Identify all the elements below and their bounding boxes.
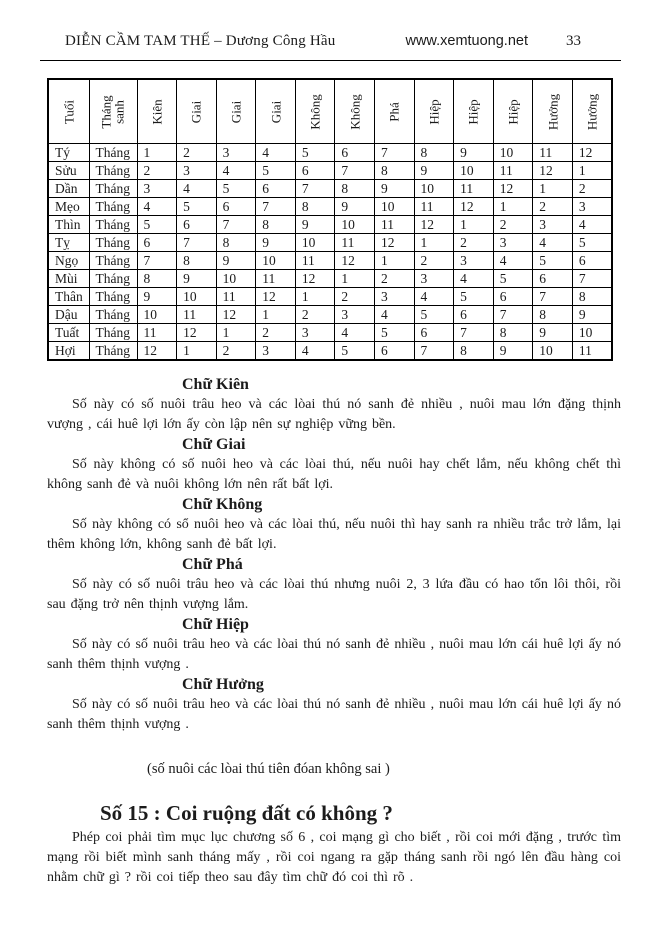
month-value: 6 bbox=[256, 180, 296, 198]
month-value: 4 bbox=[137, 198, 177, 216]
month-value: 9 bbox=[414, 162, 454, 180]
month-value: 4 bbox=[295, 342, 335, 361]
month-value: 7 bbox=[572, 270, 612, 288]
month-value: 8 bbox=[454, 342, 494, 361]
month-value: 3 bbox=[374, 288, 414, 306]
zodiac-label: Dậu bbox=[48, 306, 89, 324]
month-value: 12 bbox=[216, 306, 256, 324]
month-value: 8 bbox=[414, 144, 454, 162]
column-header-3: Kiên bbox=[137, 79, 177, 144]
section-so-15 bbox=[47, 800, 621, 888]
month-value: 12 bbox=[374, 234, 414, 252]
table-row bbox=[48, 306, 612, 324]
website-url: www.xemtuong.net bbox=[405, 33, 528, 49]
month-value: 3 bbox=[454, 252, 494, 270]
zodiac-label: Mẹo bbox=[48, 198, 89, 216]
section-15-body: Phép coi phải tìm mục lục chương số 6 , coi mạng gì cho biết , rồi coi mới đặng , trước tìm mạng rồi biết mình sanh tháng mấy , rồi coi ngang ra gặp tháng sanh rồi ngó lên đầu hàng coi nhằm chữ gì ? rồi coi tiếp theo sau đây tìm chữ đó coi thì rõ . bbox=[47, 830, 621, 885]
book-title: DIỄN CẦM TAM THẾ – Dương Công Hầu bbox=[65, 33, 336, 49]
month-label: Tháng bbox=[89, 252, 137, 270]
month-value: 1 bbox=[177, 342, 217, 361]
month-table bbox=[47, 78, 613, 361]
month-value: 10 bbox=[335, 216, 375, 234]
month-value: 8 bbox=[295, 198, 335, 216]
section-body: Số này có số nuôi trâu heo và các lòai thú nó sanh đẻ nhiều , nuôi mau lớn cái huê lợi ấy nó sanh thêm thịnh vượng . bbox=[47, 637, 621, 672]
section-heading: Chữ Hiệp bbox=[182, 616, 249, 633]
month-value: 12 bbox=[533, 162, 573, 180]
section-chu-huong bbox=[47, 675, 621, 735]
header-rule bbox=[40, 60, 621, 61]
column-header-13: Hưởng bbox=[533, 79, 573, 144]
section-heading: Chữ Hưởng bbox=[182, 676, 264, 693]
month-value: 3 bbox=[335, 306, 375, 324]
zodiac-label: Dần bbox=[48, 180, 89, 198]
month-value: 5 bbox=[533, 252, 573, 270]
month-value: 5 bbox=[414, 306, 454, 324]
month-value: 12 bbox=[137, 342, 177, 361]
table-row bbox=[48, 162, 612, 180]
month-label: Tháng bbox=[89, 270, 137, 288]
month-value: 10 bbox=[493, 144, 533, 162]
zodiac-label: Hợi bbox=[48, 342, 89, 361]
zodiac-label: Thìn bbox=[48, 216, 89, 234]
month-value: 3 bbox=[216, 144, 256, 162]
running-header bbox=[40, 31, 621, 51]
month-value: 4 bbox=[216, 162, 256, 180]
section-15-title: Số 15 : Coi ruộng đất có không ? bbox=[100, 801, 393, 825]
month-value: 8 bbox=[216, 234, 256, 252]
zodiac-label: Tuất bbox=[48, 324, 89, 342]
month-value: 12 bbox=[295, 270, 335, 288]
month-label: Tháng bbox=[89, 216, 137, 234]
section-body: Số này không có số nuôi heo và các lòai thú, nếu nuôi hay chết lắm, nếu không chết thì không sanh đẻ và nuôi không lớn nên rất bất lợi. bbox=[47, 457, 621, 492]
month-value: 4 bbox=[572, 216, 612, 234]
month-value: 8 bbox=[335, 180, 375, 198]
month-value: 5 bbox=[335, 342, 375, 361]
month-label: Tháng bbox=[89, 342, 137, 361]
month-value: 11 bbox=[216, 288, 256, 306]
month-value: 10 bbox=[572, 324, 612, 342]
month-value: 4 bbox=[493, 252, 533, 270]
section-body: Số này có số nuôi trâu heo và các lòai thú nó sanh đẻ nhiều , nuôi mau lớn đặng thịnh vượng , cái huê lợi lớn ấy còn lập nên sự nghiệp vững bền. bbox=[47, 397, 621, 432]
month-value: 8 bbox=[256, 216, 296, 234]
month-value: 2 bbox=[454, 234, 494, 252]
month-value: 6 bbox=[454, 306, 494, 324]
month-value: 3 bbox=[177, 162, 217, 180]
month-value: 4 bbox=[177, 180, 217, 198]
table-row bbox=[48, 270, 612, 288]
month-value: 3 bbox=[493, 234, 533, 252]
zodiac-label: Ngọ bbox=[48, 252, 89, 270]
column-header-10: Hiệp bbox=[414, 79, 454, 144]
month-value: 6 bbox=[216, 198, 256, 216]
month-value: 10 bbox=[414, 180, 454, 198]
month-value: 8 bbox=[533, 306, 573, 324]
month-value: 2 bbox=[256, 324, 296, 342]
month-value: 10 bbox=[216, 270, 256, 288]
month-value: 11 bbox=[177, 306, 217, 324]
month-value: 6 bbox=[137, 234, 177, 252]
month-value: 1 bbox=[335, 270, 375, 288]
month-value: 7 bbox=[454, 324, 494, 342]
month-value: 6 bbox=[493, 288, 533, 306]
month-value: 1 bbox=[533, 180, 573, 198]
page-content bbox=[47, 375, 621, 888]
section-chu-kien bbox=[47, 375, 621, 435]
section-heading: Chữ Không bbox=[182, 496, 263, 513]
header-row bbox=[48, 79, 612, 144]
month-value: 9 bbox=[137, 288, 177, 306]
month-value: 11 bbox=[493, 162, 533, 180]
month-label: Tháng bbox=[89, 198, 137, 216]
month-value: 9 bbox=[533, 324, 573, 342]
document-page bbox=[40, 0, 621, 888]
section-chu-khong bbox=[47, 495, 621, 555]
month-value: 10 bbox=[454, 162, 494, 180]
column-header-14: Hưởng bbox=[572, 79, 612, 144]
month-value: 12 bbox=[335, 252, 375, 270]
month-value: 7 bbox=[493, 306, 533, 324]
section-chu-pha bbox=[47, 555, 621, 615]
section-chu-hiep bbox=[47, 615, 621, 675]
month-value: 5 bbox=[216, 180, 256, 198]
month-value: 2 bbox=[295, 306, 335, 324]
month-value: 8 bbox=[177, 252, 217, 270]
month-label: Tháng bbox=[89, 180, 137, 198]
month-value: 10 bbox=[256, 252, 296, 270]
month-value: 3 bbox=[533, 216, 573, 234]
zodiac-label: Thân bbox=[48, 288, 89, 306]
month-value: 12 bbox=[177, 324, 217, 342]
month-value: 4 bbox=[374, 306, 414, 324]
table-row bbox=[48, 216, 612, 234]
month-label: Tháng bbox=[89, 144, 137, 162]
column-header-4: Giai bbox=[177, 79, 217, 144]
month-value: 11 bbox=[374, 216, 414, 234]
section-heading: Chữ Giai bbox=[182, 436, 246, 453]
page-number: 33 bbox=[566, 33, 581, 49]
month-value: 7 bbox=[533, 288, 573, 306]
month-value: 2 bbox=[137, 162, 177, 180]
month-value: 4 bbox=[454, 270, 494, 288]
month-value: 2 bbox=[335, 288, 375, 306]
month-value: 9 bbox=[295, 216, 335, 234]
column-header-8: Không bbox=[335, 79, 375, 144]
month-value: 9 bbox=[493, 342, 533, 361]
month-value: 5 bbox=[374, 324, 414, 342]
month-value: 3 bbox=[572, 198, 612, 216]
month-value: 3 bbox=[295, 324, 335, 342]
month-value: 1 bbox=[493, 198, 533, 216]
month-value: 11 bbox=[454, 180, 494, 198]
month-value: 1 bbox=[216, 324, 256, 342]
month-value: 9 bbox=[335, 198, 375, 216]
month-label: Tháng bbox=[89, 234, 137, 252]
column-header-9: Phá bbox=[374, 79, 414, 144]
month-value: 3 bbox=[137, 180, 177, 198]
month-value: 9 bbox=[177, 270, 217, 288]
month-value: 6 bbox=[295, 162, 335, 180]
month-value: 12 bbox=[414, 216, 454, 234]
month-value: 7 bbox=[177, 234, 217, 252]
month-value: 8 bbox=[374, 162, 414, 180]
month-value: 1 bbox=[256, 306, 296, 324]
month-value: 12 bbox=[454, 198, 494, 216]
table-row bbox=[48, 252, 612, 270]
month-value: 1 bbox=[414, 234, 454, 252]
table-row bbox=[48, 180, 612, 198]
month-value: 1 bbox=[572, 162, 612, 180]
month-value: 5 bbox=[454, 288, 494, 306]
month-value: 1 bbox=[295, 288, 335, 306]
month-value: 10 bbox=[374, 198, 414, 216]
month-value: 5 bbox=[137, 216, 177, 234]
section-heading: Chữ Phá bbox=[182, 556, 243, 573]
month-value: 9 bbox=[216, 252, 256, 270]
month-value: 11 bbox=[256, 270, 296, 288]
month-value: 2 bbox=[493, 216, 533, 234]
section-heading: Chữ Kiên bbox=[182, 376, 249, 393]
month-value: 11 bbox=[414, 198, 454, 216]
month-value: 2 bbox=[216, 342, 256, 361]
month-value: 4 bbox=[533, 234, 573, 252]
month-value: 6 bbox=[177, 216, 217, 234]
month-value: 7 bbox=[414, 342, 454, 361]
table-row bbox=[48, 234, 612, 252]
column-header-6: Giai bbox=[256, 79, 296, 144]
month-value: 9 bbox=[572, 306, 612, 324]
column-header-5: Giai bbox=[216, 79, 256, 144]
month-value: 10 bbox=[295, 234, 335, 252]
month-value: 6 bbox=[414, 324, 454, 342]
month-value: 11 bbox=[335, 234, 375, 252]
month-value: 6 bbox=[335, 144, 375, 162]
month-value: 5 bbox=[256, 162, 296, 180]
month-value: 12 bbox=[493, 180, 533, 198]
month-value: 5 bbox=[572, 234, 612, 252]
month-label: Tháng bbox=[89, 306, 137, 324]
month-value: 8 bbox=[137, 270, 177, 288]
month-label: Tháng bbox=[89, 162, 137, 180]
month-value: 5 bbox=[177, 198, 217, 216]
table-row bbox=[48, 324, 612, 342]
month-value: 5 bbox=[295, 144, 335, 162]
month-value: 12 bbox=[256, 288, 296, 306]
month-value: 2 bbox=[374, 270, 414, 288]
month-value: 2 bbox=[414, 252, 454, 270]
month-label: Tháng bbox=[89, 324, 137, 342]
month-label: Tháng bbox=[89, 288, 137, 306]
month-value: 8 bbox=[572, 288, 612, 306]
parenthetical-note: (số nuôi các lòai thú tiên đóan không sai ) bbox=[147, 761, 390, 777]
month-value: 11 bbox=[533, 144, 573, 162]
table-row bbox=[48, 198, 612, 216]
month-value: 9 bbox=[256, 234, 296, 252]
month-value: 6 bbox=[374, 342, 414, 361]
zodiac-label: Mùi bbox=[48, 270, 89, 288]
month-value: 3 bbox=[256, 342, 296, 361]
month-value: 4 bbox=[414, 288, 454, 306]
zodiac-label: Tý bbox=[48, 144, 89, 162]
month-value: 12 bbox=[572, 144, 612, 162]
table-row bbox=[48, 144, 612, 162]
month-value: 1 bbox=[374, 252, 414, 270]
month-value: 11 bbox=[137, 324, 177, 342]
month-value: 1 bbox=[454, 216, 494, 234]
month-value: 7 bbox=[137, 252, 177, 270]
month-value: 1 bbox=[137, 144, 177, 162]
section-body: Số này có số nuôi trâu heo và các lòai thú nó sanh đẻ nhiều , nuôi mau lớn cái huê lợi ấy nó sanh thêm thịnh vượng . bbox=[47, 697, 621, 732]
column-header-2: Tháng sanh bbox=[89, 79, 137, 144]
month-value: 7 bbox=[256, 198, 296, 216]
month-value: 2 bbox=[177, 144, 217, 162]
table-row bbox=[48, 342, 612, 361]
month-value: 9 bbox=[374, 180, 414, 198]
month-value: 10 bbox=[533, 342, 573, 361]
month-value: 7 bbox=[216, 216, 256, 234]
month-value: 6 bbox=[572, 252, 612, 270]
month-value: 9 bbox=[454, 144, 494, 162]
month-value: 7 bbox=[374, 144, 414, 162]
month-value: 11 bbox=[295, 252, 335, 270]
section-chu-giai bbox=[47, 435, 621, 495]
zodiac-label: Sửu bbox=[48, 162, 89, 180]
month-value: 8 bbox=[493, 324, 533, 342]
month-value: 6 bbox=[533, 270, 573, 288]
section-body: Số này có số nuôi trâu heo và các lòai thú nhưng nuôi 2, 3 lứa đầu có hao tổn lôi thôi, rồi sau đặng trở nên thịnh vượng lắm. bbox=[47, 577, 621, 612]
month-value: 4 bbox=[335, 324, 375, 342]
month-value: 3 bbox=[414, 270, 454, 288]
month-value: 2 bbox=[533, 198, 573, 216]
column-header-7: Không bbox=[295, 79, 335, 144]
month-value: 2 bbox=[572, 180, 612, 198]
month-value: 7 bbox=[295, 180, 335, 198]
month-value: 5 bbox=[493, 270, 533, 288]
section-body: Số này không có sổ nuôi heo và các lòai thú, nếu nuôi thì hay sanh ra nhiều trắc trở lắm, lại thêm không lớn, không sanh đẻ bất lợi. bbox=[47, 517, 621, 552]
month-value: 7 bbox=[335, 162, 375, 180]
zodiac-label: Tỵ bbox=[48, 234, 89, 252]
month-value: 4 bbox=[256, 144, 296, 162]
month-value: 11 bbox=[572, 342, 612, 361]
month-value: 10 bbox=[177, 288, 217, 306]
column-header-12: Hiệp bbox=[493, 79, 533, 144]
month-value: 10 bbox=[137, 306, 177, 324]
column-header-11: Hiệp bbox=[454, 79, 494, 144]
column-header-1: Tuổi bbox=[48, 79, 89, 144]
table-row bbox=[48, 288, 612, 306]
